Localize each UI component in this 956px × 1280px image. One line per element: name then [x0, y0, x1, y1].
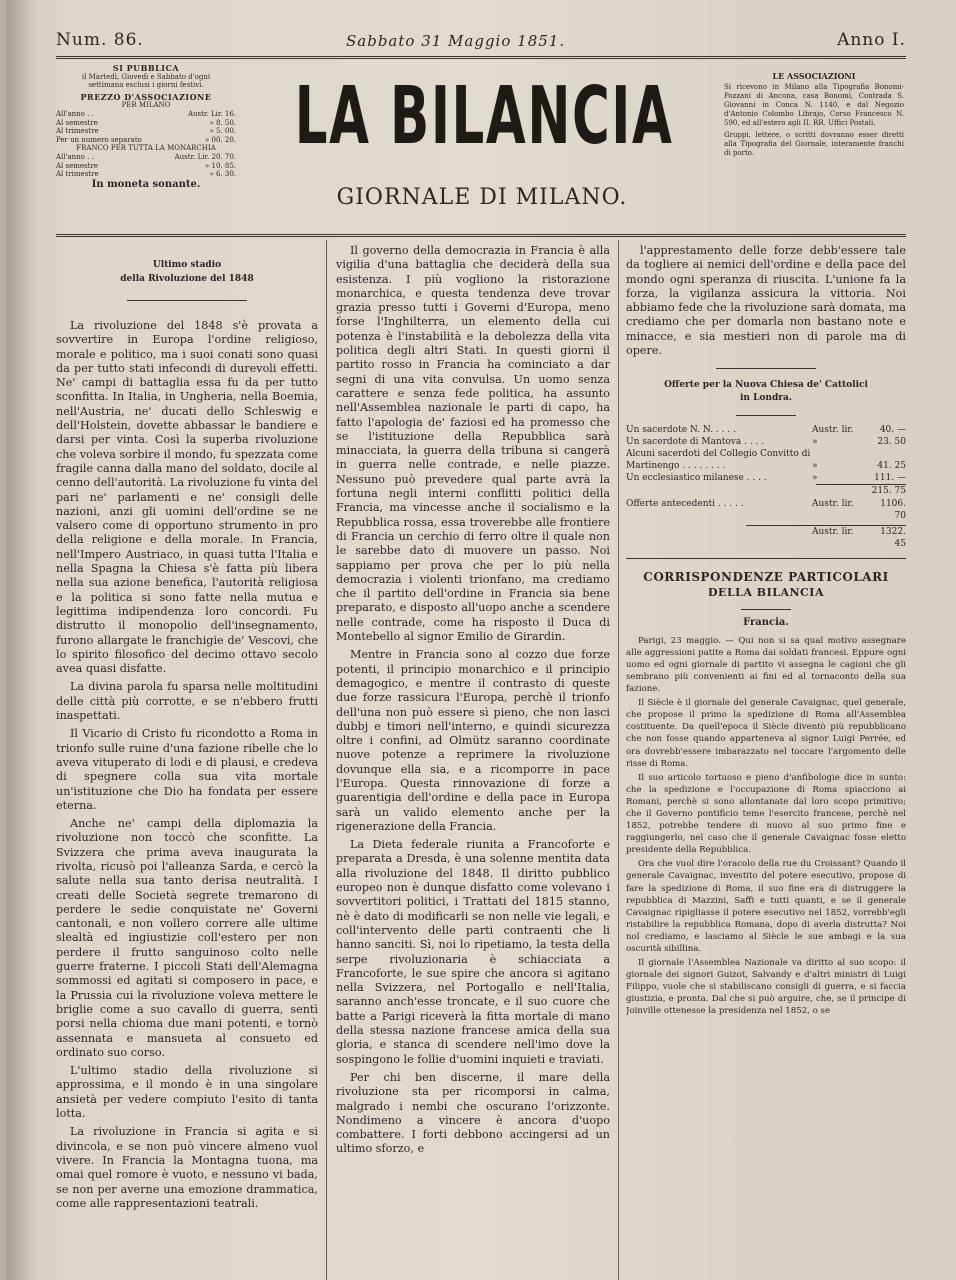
section-rule [741, 609, 791, 610]
price-row [56, 153, 236, 162]
offering-amount: 1322. 45 [880, 527, 906, 550]
newspaper-subtitle: GIORNALE DI MILANO. [336, 185, 628, 210]
subscriptions-note: Gruppi, lettere, o scritti dovranno esser diretti alla Tipografia del Giornale, interamente franchi di porto. [724, 131, 904, 157]
offering-currency: » [812, 473, 818, 484]
column-article-2 [336, 244, 610, 1278]
offering-amount: 111. — [874, 473, 906, 484]
column-divider [326, 240, 327, 1280]
offering-currency: Austr. lir. [812, 499, 854, 510]
subscriptions-text: Si ricevono in Milano alla Tipografia Bonomi-Pozzani di Ancona, casa Bonomi, Contrada S. Giovanni in Conca N. 1140, e dal Negozio d'Antonio Colombo Librajo, Corso Francesco N. 590, ed all'estero agli II. RR. Uffici Postali. [724, 83, 904, 127]
offerings-total [746, 525, 906, 550]
section-rule [716, 368, 816, 369]
price-row [56, 136, 236, 145]
price-heading: PREZZO D'ASSOCIAZIONE [80, 91, 212, 102]
publication-heading: SI PUBBLICA [112, 63, 180, 73]
monarchy-heading: FRANCO PER TUTTA LA MONARCHIA [76, 144, 216, 153]
article-paragraph: l'apprestamento delle forze debb'essere tale da togliere ai nemici dell'ordine e della pace del mondo ogni speranza di riuscita. L'unione fa la forza, la vigilanza assicura la vittoria. Noi abbiamo fede che la rivoluzione sarà domata, ma crediamo che per domarla non bastano note e minacce, e sia mestieri non di parole ma di opere. [626, 244, 906, 358]
article-paragraph: Il suo articolo tortuoso e pieno d'anfibologie dice in sunto: che la spedizione e l'occupazione di Roma spiacciono ai Romani, perchè si sono allontanate dal loro scopo primitivo; che il Governo pontificio teme l'esercito francese, perchè nel 1852, potrebbe tendere di nuovo al suo primo fine e raggiungerlo, nel caso che il generale Cavaignac fosse eletto presidente della Repubblica. [626, 772, 906, 856]
price-value: » 10. 85. [205, 161, 236, 170]
offering-amount: 41. 25 [877, 461, 906, 472]
article-1-title-line: della Rivoluzione del 1848 [120, 274, 254, 284]
section-rule [626, 558, 906, 559]
column-divider [618, 240, 619, 1280]
column-3 [626, 244, 906, 1278]
price-value: » 6. 30. [209, 170, 236, 179]
offering-label: Un sacerdote N. N. . . . . [626, 425, 736, 436]
price-value: Austr. Lir. 20. 70. [174, 152, 236, 161]
offering-currency: » [812, 437, 818, 448]
article-paragraph: Il Vicario di Cristo fu ricondotto a Roma in trionfo sulle ruine d'una fazione ribelle che lo aveva vituperato di lodi e di plausi, e credeva di spegnere colla sua vita mortale un'istituzione che Dio ha fondata per essere eterna. [56, 727, 318, 812]
issue-date: Sabbato 31 Maggio 1851. [346, 32, 566, 50]
price-label: Per un numero separato [56, 135, 142, 144]
offering-amount: 1106. 70 [880, 499, 906, 522]
article-paragraph: Parigi, 23 maggio. — Qui non si sa qual motivo assegnare alle aggressioni patite a Roma dai soldati francesi. Eppure ogni uomo ed ogni giornale di partito vi assegna le cagioni che gli sembrano più convenienti ai fini ed al tornaconto della sua fazione. [626, 635, 906, 695]
article-paragraph: Ora che vuol dire l'oracolo della rue du Croissant? Quando il generale Cavaignac, investito del potere esecutivo, propose di fare la spedizione di Roma, il suo fine era di distruggere la repubblica di Mazzini, Saffi e tutti quanti, e se il generale Cavaignac ripigliasse il potere esecutivo nel 1852, vorrebb'egli ristabilire la repubblica Romana, dopo di averla distrutta? Noi nol crediamo, e lasciamo al Siècle le sue ambagi e la sua oscurità sibillina. [626, 859, 906, 955]
currency-note: In moneta sonante. [91, 178, 201, 190]
section-rule [736, 415, 796, 416]
price-label: Al semestre [56, 118, 98, 127]
article-paragraph: La Dieta federale riunita a Francoforte e preparata a Dresda, è una solenne mentita data alla rivoluzione del 1848. Il diritto pubblico europeo non è dunque disfatto come volevano i sovvertitori politici, i Trattati del 1815 stanno, nè è dato di modificarli se non nelle vie legali, e coll'intervento delle parti contraenti che li hanno sanciti. Sì, noi lo ripetiamo, la testa della serpe rivoluzionaria è schiacciata a Francoforte, le sue spire che ancora si agitano nella Svizzera, nel Portogallo e nell'Italia, saranno anch'esse troncate, e il suo cuore che batte a Parigi riceverà la fitta mortale di mano della stessa nazione francese amica della sua gloria, e stanca di scendere nell'imo dove la sospingono le follie d'uomini inquieti e traviati. [336, 838, 610, 1066]
offering-row [626, 448, 906, 460]
article-paragraph: Anche ne' campi della diplomazia la rivoluzione non toccò che sconfitte. La Svizzera che prima aveva inaugurata la rivolta, ricusò poi l'alleanza Sarda, e cercò la salute nella sua tanto derisa neutralità. I creati delle Società segrete tremarono di perdere le sedie conquistate ne' Governi cantonali, e non vollero correre alle ultime slealtà ed ingiustizie coll'estero per non perdere il frutto sanguinoso colto nelle guerre fraterne. I piccoli Stati dell'Alemagna sommossi ed agitati si composero in pace, e la Prussia cui la rivoluzione voleva mettere le briglie come a suo cavallo di guerra, sentì porsi nella chioma due mani potenti, e tornò assennata e mansueta al consueto ed ordinato suo corso. [56, 817, 318, 1059]
price-row [56, 119, 236, 128]
article-1-title-line: Ultimo stadio [152, 260, 222, 270]
offering-currency [812, 448, 866, 460]
offering-row [626, 424, 906, 436]
offerings-title-line: in Londra. [740, 393, 792, 404]
offerings-title [626, 379, 906, 405]
offerings-subtotal: 215. 75 [816, 484, 906, 498]
price-label: Al trimestre [56, 170, 99, 179]
column-article-1 [56, 246, 318, 1280]
article-paragraph: L'ultimo stadio della rivoluzione si approssima, e il mondo è in una singolare ansietà per vedere compiuto l'esito di tanta lotta. [56, 1064, 318, 1121]
article-paragraph: Il governo della democrazia in Francia è alla vigilia d'una battaglia che deciderà della sua esistenza. I più vogliono la ristorazione monarchica, e questa tendenza deve trovar grazia presso tutti i Governi d'Europa, meno forse l'Inghilterra, un elemento della cui potenza è l'instabilità e la debolezza della vita politica degli altri Stati. In questi giorni il partito rosso in Francia ha cominciato a dar segni di una vita convulsa. Un uomo senza carattere e senza fede politica, ha assunto nell'Assemblea nazionale le parti di capo, ha fatto l'apologia de' faziosi ed ha promesso che se l'istituzione della Repubblica sarà minacciata, la guerra della tribuna si cangerà in guerra nelle contrade, e nelle piazze. Nessuno può prevedere qual parte avrà la fortuna negli interni conflitti politici della Francia, ma vincesse anche il socialismo e la Repubblica rossa, essa troverebbe alle frontiere di Francia un cerchio di ferro oltre il quale non le sarebbe dato di muovere un passo. Noi sappiamo per prova che per lo più nella democrazia i violenti trionfano, ma crediamo che il partito dell'ordine in Francia sia bene preparato, e disposto all'uopo anche a scendere nelle contrade, come ha risposto il Duca di Montebello al signor Emilio de Girardin. [336, 244, 610, 644]
offering-row [626, 436, 906, 448]
title-rule [127, 300, 247, 301]
offering-row-previous [626, 498, 906, 522]
article-paragraph: Per chi ben discerne, il mare della rivoluzione sta per ricomporsi in calma, malgrado i nembi che oscurano l'orizzonte. Nondimeno a vincere è ancora d'uopo combattere. I forti debbono accingersi ad un ultimo sforzo, e [336, 1070, 610, 1156]
masthead-rule [56, 56, 906, 59]
offering-currency: Austr. lir. [812, 425, 854, 436]
offering-label: Offerte antecedenti . . . . . [626, 499, 744, 510]
price-row [56, 170, 236, 179]
issue-year: Anno I. [837, 30, 906, 50]
price-label: Al semestre [56, 161, 98, 170]
article-1-title [56, 258, 318, 286]
article-paragraph: Mentre in Francia sono al cozzo due forze potenti, il principio monarchico e il principio demagogico, e mentre il contrasto di queste due forze rassicura l'Europa, perchè il trionfo dell'una non può essere sì pieno, che non lasci dubbj e timori nell'interno, e quindi sicurezza oltre i confini, ad Olmütz saranno coordinate nuove potenze a reprimere la rivoluzione dovunque ella sia, e a ricomporre in pace l'Europa. Questa rinnovazione di forze a guarentigia dell'ordine e della pace in Europa sarà un valido elemento anche per la rigenerazione della Francia. [336, 648, 610, 833]
article-paragraph: Il Siècle è il giornale del generale Cavaignac, quel generale, che propose il primo la spedizione di Roma all'Assemblea costituente. Da quell'epoca il Siècle diventò più repubblicano che non fosse quando apparteneva al signor Luigi Perrée, ed ora dovrebb'essere imbarazzato nel toccare l'argomento delle risse di Roma. [626, 698, 906, 769]
article-paragraph: La rivoluzione del 1848 s'è provata a sovvertire in Europa l'ordine religioso, morale e politico, ma i suoi conati sono quasi da per tutto stati infecondi di durevoli effetti. Ne' campi di battaglia essa fu da per tutto sconfitta. In Italia, in Ungheria, nella Boemia, nell'Austria, ne' ducati dello Schleswig e dell'Holstein, dovette abbassar le bandiere e darsi per vinta. Così la superba rivoluzione che voleva sorbire il mondo, fu spezzata come fragile canna dalla mano del soldato, docile al cenno dell'autorità. La rivoluzione fu vinta del pari ne' parlamenti e ne' consigli delle nazioni, anzi gli uomini dell'ordine se ne valsero come di opportuno strumento in pro della religione e della morale. In Francia, nell'Impero Austriaco, in quasi tutta l'Italia e nella Spagna la Chiesa s'è fatta più libera nella sua azione benefica, l'autorità religiosa e la politica si sono fatte nella mutua e legittima indipendenza loro concordi. Fu distrutto il monopolio dell'insegnamento, furono allargate le franchigie de' Vescovi, che lo spirito filosofico del decimo ottavo secolo avea quasi disfatte. [56, 319, 318, 676]
offering-label: Martinengo . . . . . . . . [626, 461, 726, 472]
masthead-top-line [56, 30, 906, 54]
subscriptions-heading: LE ASSOCIAZIONI [772, 71, 856, 81]
correspondence-heading-line: DELLA BILANCIA [708, 586, 824, 600]
header-bottom-rule [56, 234, 906, 237]
offering-label: Un ecclesiastico milanese . . . . [626, 473, 767, 484]
offering-amount [866, 448, 906, 460]
newspaper-title: LA BILANCIA [294, 70, 674, 163]
offering-row [626, 472, 906, 484]
offering-currency: Austr. lir. [812, 527, 854, 538]
article-paragraph: Il giornale l'Assemblea Nazionale va diritto al suo scopo: il giornale dei signori Guizot, Salvandy e d'altri ministri di Luigi Filippo, vuole che si stabiliscano consigli di guerra, e si faccia giustizia, e pronta. Dal che si può arguire, che, se il principe di Joinville ottenesse la presidenza nel 1852, o se [626, 958, 906, 1017]
price-label: All'anno . . [56, 152, 94, 161]
price-value: » 5. 00. [209, 127, 236, 136]
offering-amount: 23. 50 [877, 437, 906, 448]
newspaper-page [6, 0, 956, 1280]
correspondence-heading-line: CORRISPONDENZE PARTICOLARI [643, 570, 889, 585]
price-label: All'anno . . [56, 109, 94, 118]
price-label: Al trimestre [56, 127, 99, 136]
offerings-title-line: Offerte per la Nuova Chiesa de' Cattolici [664, 380, 868, 391]
offering-amount: 40. — [879, 425, 906, 436]
subscriptions-box [724, 72, 904, 158]
correspondence-body [626, 635, 906, 1018]
price-row [56, 162, 236, 171]
publication-schedule-2: settimana esclusi i giorni festivi. [88, 81, 204, 90]
correspondence-heading [626, 569, 906, 601]
offering-row [626, 460, 906, 472]
price-value: Austr. Lir. 16. [187, 109, 236, 118]
correspondence-country: Francia. [743, 617, 789, 629]
page-fold-shadow [6, 0, 36, 1280]
publication-schedule-1: il Martedì, Giovedì e Sabbato d'ogni [81, 72, 211, 81]
price-row [56, 127, 236, 136]
article-paragraph: La rivoluzione in Francia si agita e si divincola, e se non può vincere almeno vuol vivere. In Francia la Montagna tuona, ma omai quel romore è vuoto, e nessuno vi bada, se non per averne una emozione drammatica, come alle rappresentazioni teatrali. [56, 1125, 318, 1210]
offering-label: Alcuni sacerdoti del Collegio Convitto di [626, 449, 811, 460]
issue-number: Num. 86. [56, 30, 144, 50]
publication-info-box [56, 64, 236, 189]
offering-currency: » [812, 461, 818, 472]
milan-heading: PER MILANO [121, 101, 171, 110]
price-row [56, 110, 236, 119]
price-value: » 8. 50. [209, 118, 236, 127]
article-paragraph: La divina parola fu sparsa nelle moltitudini delle città più corrotte, e se n'ebbero frutti inaspettati. [56, 680, 318, 723]
price-value: » 00. 20. [205, 135, 236, 144]
offering-label: Un sacerdote di Mantova . . . . [626, 437, 765, 448]
